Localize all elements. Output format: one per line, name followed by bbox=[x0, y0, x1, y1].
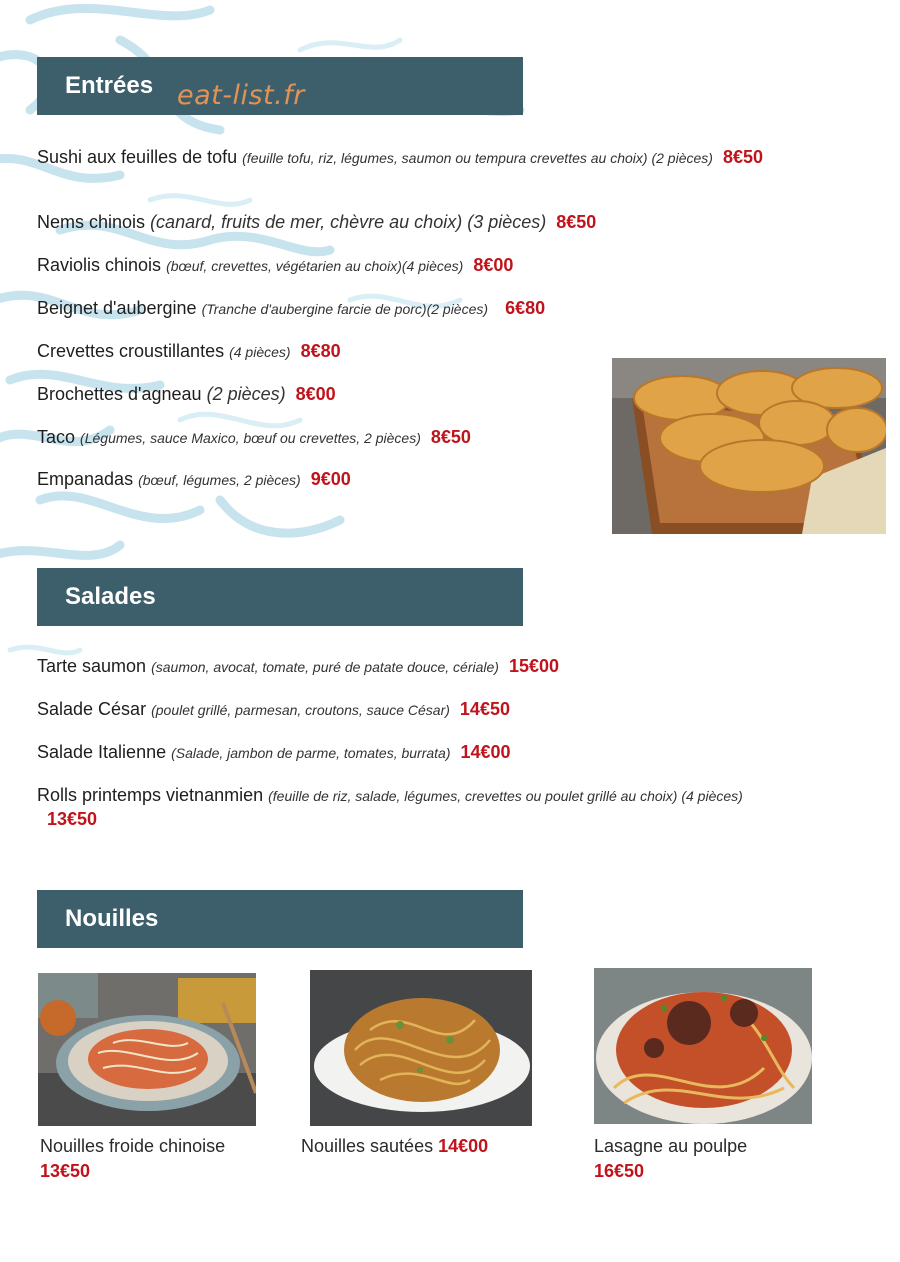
item-price: 8€50 bbox=[556, 212, 597, 232]
menu-item-entree bbox=[37, 146, 827, 170]
menu-item-entree bbox=[37, 426, 471, 450]
empanadas-photo bbox=[612, 358, 886, 534]
item-price: 14€50 bbox=[459, 699, 510, 719]
item-description: (canard, fruits de mer, chèvre au choix) (3 pièces) bbox=[150, 212, 547, 232]
item-price: 14€00 bbox=[438, 1136, 489, 1156]
item-description: (2 pièces) bbox=[206, 384, 286, 404]
noodle-item bbox=[594, 1134, 747, 1184]
menu-item-entree bbox=[37, 383, 336, 406]
noodle-item bbox=[301, 1134, 488, 1159]
item-price: 13€50 bbox=[47, 809, 98, 829]
item-description: (poulet grillé, parmesan, croutons, sauce César) bbox=[151, 702, 450, 718]
item-name: Nouilles froide chinoise bbox=[40, 1136, 226, 1156]
item-description: (saumon, avocat, tomate, puré de patate douce, cériale) bbox=[151, 659, 499, 675]
item-name: Raviolis chinois bbox=[37, 255, 162, 275]
cold-noodles-photo bbox=[38, 973, 256, 1126]
item-price: 8€00 bbox=[473, 255, 514, 275]
item-name: Rolls printemps vietnanmien bbox=[37, 785, 264, 805]
item-price: 8€00 bbox=[295, 384, 336, 404]
item-name: Empanadas bbox=[37, 469, 134, 489]
item-price: 8€50 bbox=[430, 427, 471, 447]
section-title-entrees: Entrées bbox=[65, 72, 154, 99]
item-name: Lasagne au poulpe bbox=[594, 1136, 748, 1156]
menu-item-salade bbox=[37, 784, 807, 831]
item-name: Crevettes croustillantes bbox=[37, 341, 225, 361]
menu-item-entree bbox=[37, 297, 545, 321]
item-price: 8€80 bbox=[300, 341, 341, 361]
item-description: (bœuf, crevettes, végétarien au choix)(4 pièces) bbox=[166, 258, 464, 274]
item-description: (Tranche d'aubergine farcie de porc)(2 pièces) bbox=[201, 301, 489, 317]
octopus-lasagne-photo bbox=[594, 968, 812, 1124]
item-description: (Légumes, sauce Maxico, bœuf ou crevettes, 2 pièces) bbox=[80, 430, 421, 446]
menu-item-salade bbox=[37, 655, 559, 679]
item-name: Salade César bbox=[37, 699, 147, 719]
noodle-item bbox=[40, 1134, 225, 1184]
item-name: Salade Italienne bbox=[37, 742, 167, 762]
item-price: 15€00 bbox=[508, 656, 560, 676]
item-description: (feuille tofu, riz, légumes, saumon ou tempura crevettes au choix) (2 pièces) bbox=[242, 150, 713, 166]
menu-item-entree bbox=[37, 254, 513, 278]
item-description: (4 pièces) bbox=[229, 344, 291, 360]
item-description: (feuille de riz, salade, légumes, crevettes ou poulet grillé au choix) (4 pièces) bbox=[268, 788, 743, 804]
menu-item-entree bbox=[37, 340, 341, 364]
item-name: Brochettes d'agneau bbox=[37, 384, 202, 404]
menu-item-entree bbox=[37, 468, 351, 492]
item-name: Nems chinois bbox=[37, 212, 146, 232]
item-name: Nouilles sautées bbox=[301, 1136, 434, 1156]
watermark-text: eat-list.fr bbox=[177, 80, 305, 111]
item-price: 6€80 bbox=[505, 298, 546, 318]
item-description: (Salade, jambon de parme, tomates, burrata) bbox=[171, 745, 451, 761]
item-name: Beignet d'aubergine bbox=[37, 298, 197, 318]
item-price: 13€50 bbox=[40, 1161, 91, 1181]
menu-item-salade bbox=[37, 741, 511, 765]
section-title-nouilles: Nouilles bbox=[65, 905, 159, 932]
section-title-salades: Salades bbox=[65, 583, 156, 610]
item-description: (bœuf, légumes, 2 pièces) bbox=[138, 472, 301, 488]
item-price: 8€50 bbox=[722, 147, 763, 167]
item-price: 9€00 bbox=[310, 469, 351, 489]
stir-fried-noodles-photo bbox=[310, 970, 532, 1126]
section-banner-nouilles bbox=[37, 890, 523, 948]
item-price: 14€00 bbox=[460, 742, 511, 762]
section-banner-salades bbox=[37, 568, 523, 626]
item-name: Tarte saumon bbox=[37, 656, 147, 676]
menu-item-salade bbox=[37, 698, 510, 722]
menu-item-entree bbox=[37, 211, 596, 234]
item-price: 16€50 bbox=[594, 1161, 645, 1181]
item-name: Taco bbox=[37, 427, 76, 447]
item-name: Sushi aux feuilles de tofu bbox=[37, 147, 238, 167]
